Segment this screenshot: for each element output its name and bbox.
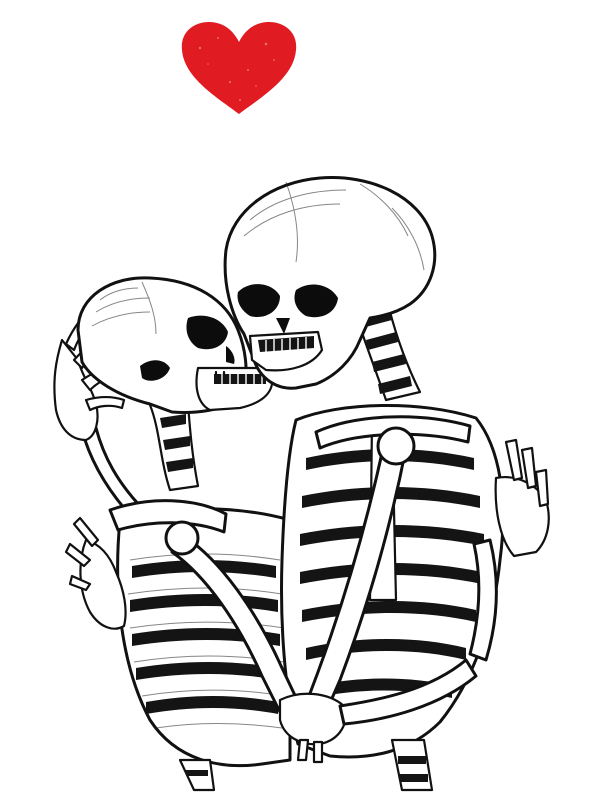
- left-front-hand: [66, 518, 126, 629]
- right-hand-shoulder: [496, 440, 549, 556]
- right-elbow-joint: [378, 428, 414, 464]
- left-elbow-joint: [166, 522, 198, 554]
- left-forearm: [82, 428, 140, 515]
- left-neck: [150, 404, 198, 490]
